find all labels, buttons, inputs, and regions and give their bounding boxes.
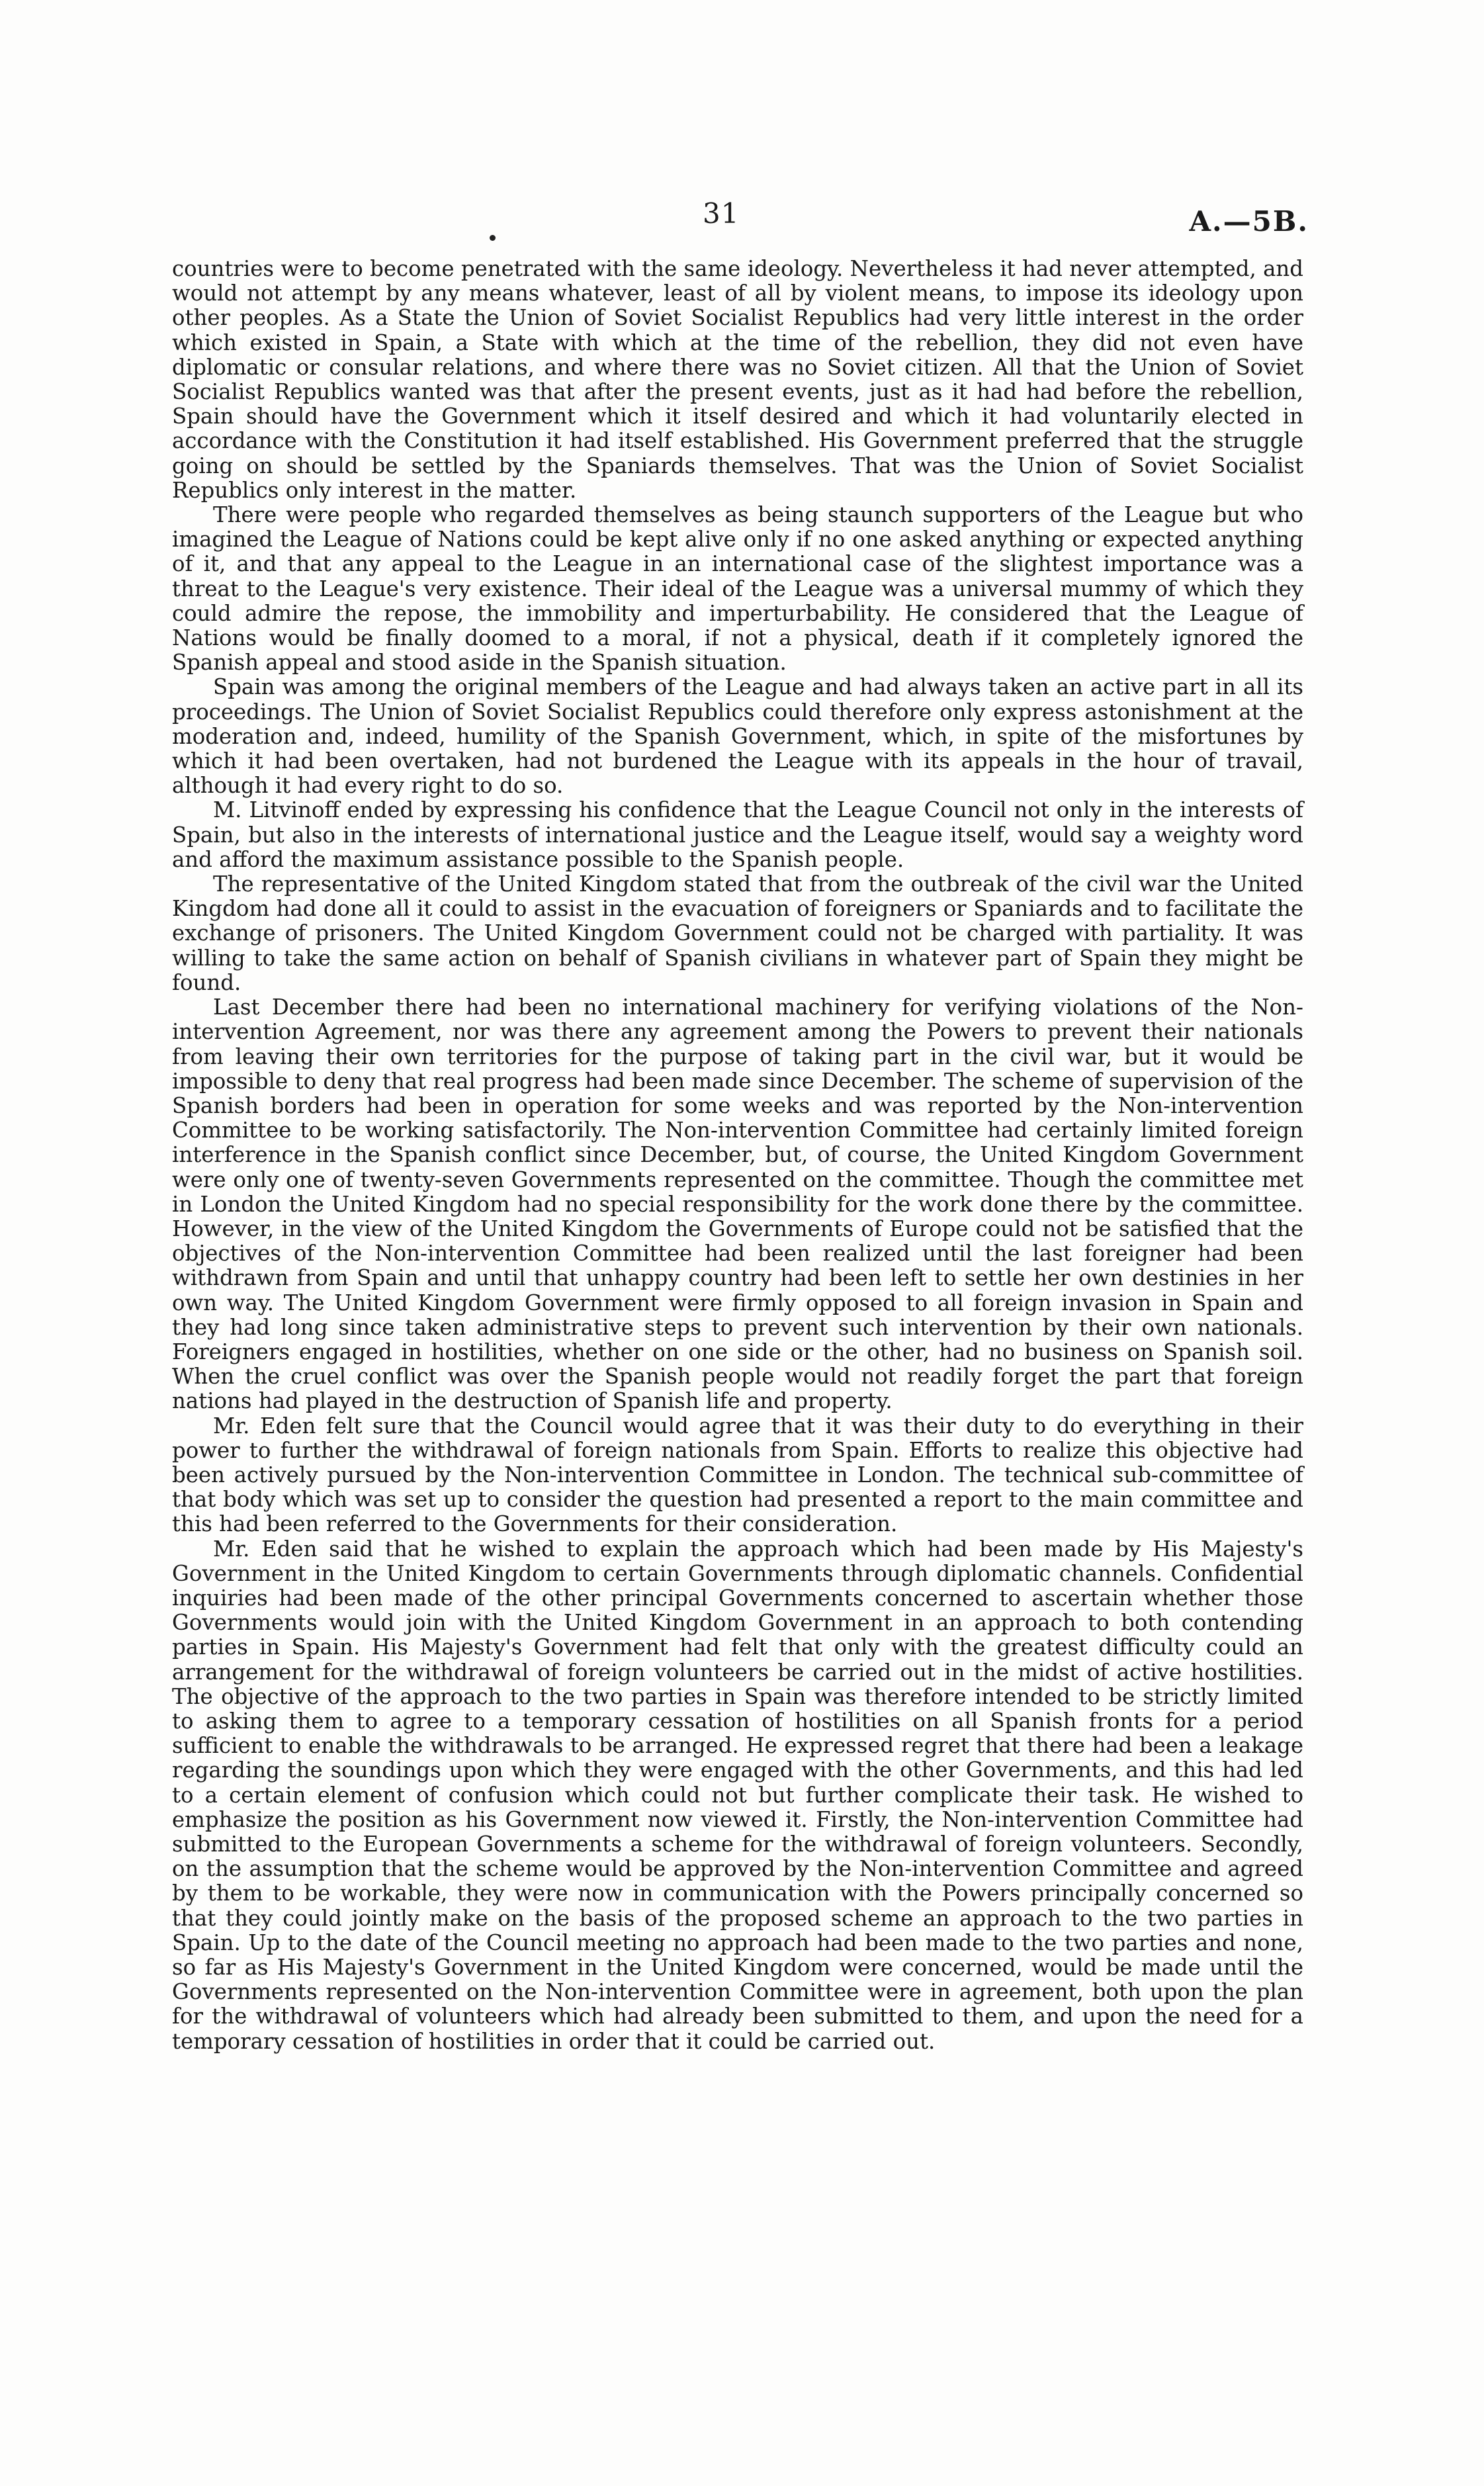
paragraph: There were people who regarded themselves as being staunch supporters of the League but who imagined the League of Nations could be kept alive only if no one asked anything or expected anything of it, and that any appeal to the League in an international case of the slightest importance was a threat to the League's very existence. Their ideal of the League was a universal mummy of which they could admire the repose, the immobility and imperturbability. He considered that the League of Nations would be finally doomed to a moral, if not a physical, death if it completely ignored the Spanish appeal and stood aside in the Spanish situation.: [172, 502, 1303, 676]
stray-mark: [490, 235, 496, 241]
paragraph: Mr. Eden said that he wished to explain the approach which had been made by His Majesty's Government in the United Kingdom to certain Governments through diplomatic channels. Confidential inquiries had been made of the other principal Governments concerned to ascertain whether those Governments would join with the United Kingdom Government in an approach to both contending parties in Spain. His Majesty's Government had felt that only with the greatest difficulty could an arrangement for the withdrawal of foreign volunteers be carried out in the midst of active hostilities. The objective of the approach to the two parties in Spain was therefore intended to be strictly limited to asking them to agree to a temporary cessation of hostilities on all Spanish fronts for a period sufficient to enable the withdrawals to be arranged. He expressed regret that there had been a leakage regarding the soundings upon which they were engaged with the other Governments, and this had led to a certain element of confusion which could not but further complicate their task. He wished to emphasize the position as his Government now viewed it. Firstly, the Non-intervention Committee had submitted to the European Governments a scheme for the withdrawal of foreign volunteers. Secondly, on the assumption that the scheme would be approved by the Non-intervention Committee and agreed by them to be workable, they were now in communication with the Powers principally concerned so that they could jointly make on the basis of the proposed scheme an approach to the two parties in Spain. Up to the date of the Council meeting no approach had been made to the two parties and none, so far as His Majesty's Government in the United Kingdom were concerned, would be made until the Governments represented on the Non-intervention Committee were in agreement, both upon the plan for the withdrawal of volunteers which had already been submitted to them, and upon the need for a temporary cessation of hostilities in order that it could be carried out.: [172, 1536, 1303, 2054]
paragraph: Spain was among the original members of the League and had always taken an active part in all its proceedings. The Union of Soviet Socialist Republics could therefore only express astonishment at the moderation and, indeed, humility of the Spanish Government, which, in spite of the misfortunes by which it had been overtaken, had not burdened the League with its appeals in the hour of travail, although it had every right to do so.: [172, 674, 1303, 799]
paragraph: Mr. Eden felt sure that the Council would agree that it was their duty to do everything in their power to further the withdrawal of foreign nationals from Spain. Efforts to realize this objective had been actively pursued by the Non-intervention Committee in London. The technical sub-committee of that body which was set up to consider the question had presented a report to the main committee and this had been referred to the Governments for their consideration.: [172, 1413, 1303, 1537]
paragraph: M. Litvinoff ended by expressing his confidence that the League Council not only in the interests of Spain, but also in the interests of international justice and the League itself, would say a weighty word and afford the maximum assistance possible to the Spanish people.: [172, 797, 1303, 872]
paragraph: The representative of the United Kingdom stated that from the outbreak of the civil war the United Kingdom had done all it could to assist in the evacuation of foreigners or Spaniards and to facilitate the exchange of prisoners. The United Kingdom Government could not be charged with partiality. It was willing to take the same action on behalf of Spanish civilians in whatever part of Spain they might be found.: [172, 871, 1303, 995]
page-number: 31: [703, 197, 740, 230]
paragraph-continuation: countries were to become penetrated with the same ideology. Nevertheless it had never attempted, and would not attempt by any means whatever, least of all by violent means, to impose its ideology upon other peoples. As a State the Union of Soviet Socialist Republics had very little interest in the order which existed in Spain, a State with which at the time of the rebellion, they did not even have diplomatic or consular relations, and where there was no Soviet citizen. All that the Union of Soviet Socialist Republics wanted was that after the present events, just as it had had before the rebellion, Spain should have the Government which it itself desired and which it had voluntarily elected in accordance with the Constitution it had itself established. His Government preferred that the struggle going on should be settled by the Spaniards themselves. That was the Union of Soviet Socialist Republics only interest in the matter.: [172, 256, 1303, 503]
paragraph: Last December there had been no international machinery for verifying violations of the Non-intervention Agreement, nor was there any agreement among the Powers to prevent their nationals from leaving their own territories for the purpose of taking part in the civil war, but it would be impossible to deny that real progress had been made since December. The scheme of supervision of the Spanish borders had been in operation for some weeks and was reported by the Non-intervention Committee to be working satisfactorily. The Non-intervention Committee had certainly limited foreign interference in the Spanish conflict since December, but, of course, the United Kingdom Government were only one of twenty-seven Governments represented on the committee. Though the committee met in London the United Kingdom had no special responsibility for the work done there by the committee. However, in the view of the United Kingdom the Governments of Europe could not be satisfied that the objectives of the Non-intervention Committee had been realized until the last foreigner had been withdrawn from Spain and until that unhappy country had been left to settle her own destinies in her own way. The United Kingdom Government were firmly opposed to all foreign invasion in Spain and they had long since taken administrative steps to prevent such intervention by their own nationals. Foreigners engaged in hostilities, whether on one side or the other, had no business on Spanish soil. When the cruel conflict was over the Spanish people would not readily forget the part that foreign nations had played in the destruction of Spanish life and property.: [172, 995, 1303, 1414]
document-reference: A.—5B.: [1189, 205, 1309, 238]
body-text: [172, 257, 1303, 2054]
